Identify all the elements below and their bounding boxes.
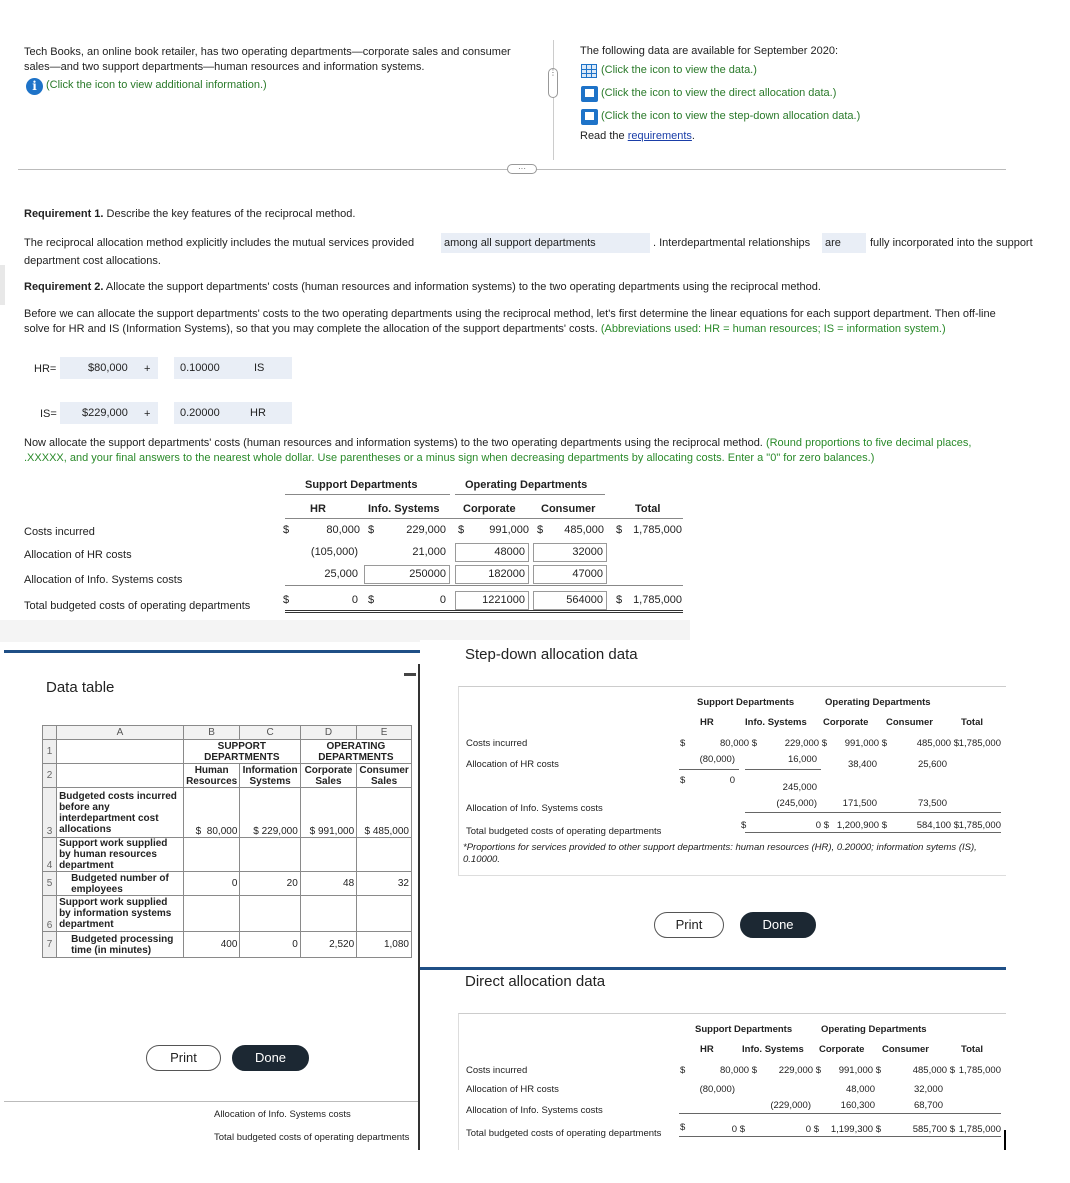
sd-value: 16,000 (787, 754, 817, 765)
support-header: SUPPORT DEPARTMENTS (183, 740, 300, 764)
alloc-row-label: Costs incurred (24, 526, 95, 538)
cell-value: $ 485,000 (357, 788, 412, 838)
dr-value: 0 $ (731, 1124, 745, 1135)
book-icon[interactable] (581, 109, 598, 125)
is-eq-amount[interactable]: $229,000 (60, 402, 158, 424)
operating-group-underline (455, 494, 605, 495)
sd-value: 73,500 (917, 798, 947, 809)
req1-sentence-d: department cost allocations. (24, 255, 161, 267)
behind-text: Allocation of Info. Systems costs (214, 1109, 351, 1120)
requirements-link[interactable]: requirements (627, 130, 692, 142)
sd-group-operating: Operating Departments (825, 697, 931, 708)
cell-value: 48 (300, 872, 356, 896)
row-number: 5 (43, 872, 57, 896)
sd-value: $ (680, 738, 686, 749)
sub-header: Consumer Sales (357, 764, 412, 788)
stepdown-done-button[interactable]: Done (740, 912, 816, 938)
alloc-total-value: 1,785,000 (633, 524, 682, 536)
alloc-double-underline (285, 610, 683, 611)
req2-para1-text: Before we can allocate the support departments' costs to the two operating departments using the reciprocal method, let's first determine the linear equations for each support department. Then off-line solve for HR and IS (Information Systems), so that you may complete the allocation of the support departments' costs. (24, 308, 996, 335)
empty-cell (240, 838, 300, 872)
dollar-sign: $ (537, 524, 544, 536)
alloc-row-label: Allocation of HR costs (24, 549, 132, 561)
dr-value: $ (680, 1065, 686, 1076)
sub-header: Corporate Sales (300, 764, 356, 788)
is-equation (24, 402, 292, 424)
sd-col-cons: Consumer (886, 717, 933, 728)
alloc-col-is: Info. Systems (368, 503, 440, 515)
req2-para2-text: Now allocate the support departments' costs (human resources and information systems) to the two operating departments using the reciprocal method. (24, 437, 763, 449)
dr-value: 991,000 $ (838, 1065, 881, 1076)
dollar-sign: $ (283, 594, 290, 606)
dollar-sign: $ (368, 594, 375, 606)
dr-total-line (679, 1113, 1001, 1114)
cell-value: 32 (357, 872, 412, 896)
sd-value: 229,000 $ (784, 738, 827, 749)
alloc-header-underline (285, 518, 683, 519)
col-letter: D (300, 726, 356, 740)
sd-value: $ (741, 820, 747, 831)
dialog-bottom-rule (4, 1101, 420, 1102)
dollar-sign: $ (368, 524, 375, 536)
sd-value: 1,785,000 (958, 738, 1001, 749)
view-data-link[interactable]: (Click the icon to view the data.) (601, 64, 757, 76)
sd-value: 1,200,900 $ (836, 820, 887, 831)
table-icon[interactable] (581, 64, 597, 78)
dollar-sign: $ (616, 524, 623, 536)
dr-col-cons: Consumer (882, 1044, 929, 1055)
is-eq-coef[interactable]: 0.20000 (174, 402, 254, 424)
sd-value: 25,600 (917, 759, 947, 770)
empty-cell (300, 838, 356, 872)
alloc-cons-input[interactable]: 47000 (533, 565, 607, 584)
req2-abbrev-note: (Abbreviations used: HR = human resources; IS = information system.) (600, 322, 946, 335)
row-number: 4 (43, 838, 57, 872)
data-table-dialog (4, 650, 420, 1150)
book-icon[interactable] (581, 86, 598, 102)
sd-value: 171,500 (842, 798, 877, 809)
row-number: 7 (43, 932, 57, 958)
dr-col-hr: HR (700, 1044, 714, 1055)
hr-eq-var[interactable]: IS (245, 357, 292, 379)
stepdown-allocation-link[interactable]: (Click the icon to view the step-down allocation data.) (601, 110, 861, 122)
cell-value: $ 229,000 (240, 788, 300, 838)
empty-cell (183, 896, 240, 932)
dr-value: 48,000 (845, 1084, 875, 1095)
dr-value: 0 $ (805, 1124, 819, 1135)
sd-value: 0 (729, 775, 735, 786)
intro-text: Tech Books, an online book retailer, has two operating departments—corporate sales and consumer sales—and two support departments—human resources and information systems. (24, 46, 511, 73)
panel-divider (553, 40, 554, 160)
alloc-cons-total-input[interactable]: 564000 (533, 591, 607, 610)
alloc-is-total: 0 (439, 594, 446, 606)
dr-value: 1,785,000 (958, 1124, 1001, 1135)
hr-eq-plus: + (144, 363, 151, 375)
direct-allocation-link[interactable]: (Click the icon to view the direct allocation data.) (601, 87, 837, 99)
alloc-corp-input[interactable]: 48000 (455, 543, 529, 562)
alloc-group-support: Support Departments (305, 479, 418, 491)
alloc-corp-input[interactable]: 182000 (455, 565, 529, 584)
req1-sentence-c: fully incorporated into the support (870, 237, 1033, 249)
hr-eq-label: HR= (34, 363, 57, 375)
sd-value: $ (680, 775, 686, 786)
dr-group-operating: Operating Departments (821, 1024, 927, 1035)
print-button[interactable]: Print (146, 1045, 221, 1071)
alloc-hr-value: 80,000 (326, 524, 360, 536)
page-bottom-rule (0, 620, 690, 642)
col-letter: B (183, 726, 240, 740)
row-number: 1 (43, 740, 57, 764)
sub-header: Information Systems (240, 764, 300, 788)
is-eq-var[interactable]: HR (245, 402, 292, 424)
sd-double-line (745, 832, 1001, 833)
stepdown-print-button[interactable]: Print (654, 912, 724, 938)
dr-value: 229,000 $ (778, 1065, 821, 1076)
alloc-col-corp: Corporate (463, 503, 516, 515)
stepdown-dialog (420, 640, 1006, 970)
support-group-underline (285, 494, 450, 495)
read-the-text: Read the (580, 130, 625, 142)
sd-col-is: Info. Systems (745, 717, 807, 728)
alloc-hr-value: (105,000) (310, 546, 358, 558)
req2-question: Allocate the support departments' costs (human resources and information systems) to the two operating departments using the reciprocal method. (105, 281, 821, 293)
sd-row-label: Total budgeted costs of operating departments (466, 826, 662, 837)
req1-heading (24, 208, 355, 220)
additional-info-link[interactable]: (Click the icon to view additional information.) (46, 79, 267, 91)
cell-value: 0 (183, 872, 240, 896)
dr-value: 32,000 (913, 1084, 943, 1095)
dr-row-label: Costs incurred (466, 1065, 528, 1076)
sub-header: Human Resources (183, 764, 240, 788)
alloc-is-value: 21,000 (412, 546, 446, 558)
is-eq-plus: + (144, 408, 151, 420)
dollar-sign: $ (283, 524, 290, 536)
sd-row-label: Allocation of HR costs (466, 759, 559, 770)
sd-value: 38,400 (847, 759, 877, 770)
sd-value: 991,000 $ (844, 738, 887, 749)
spreadsheet-table (42, 725, 412, 958)
alloc-row-label: Allocation of Info. Systems costs (24, 574, 183, 586)
sd-row-label: Allocation of Info. Systems costs (466, 803, 603, 814)
dr-value: 485,000 $ (912, 1065, 955, 1076)
dr-row-label: Allocation of Info. Systems costs (466, 1105, 603, 1116)
sd-value: (80,000) (699, 754, 735, 765)
sd-col-total: Total (961, 717, 983, 728)
behind-text: Total budgeted costs of operating departments (214, 1132, 410, 1143)
row-label: Budgeted costs incurred before any interdepartment cost allocations (57, 788, 184, 838)
cell-value: 400 (183, 932, 240, 958)
empty-cell (57, 740, 184, 764)
alloc-col-hr: HR (310, 503, 326, 515)
empty-cell (357, 896, 412, 932)
direct-panel (458, 1013, 1006, 1150)
req2-para2 (24, 436, 1007, 465)
empty-cell (57, 764, 184, 788)
sd-value: 245,000 (782, 782, 817, 793)
cell-value: 20 (240, 872, 300, 896)
alloc-col-cons: Consumer (541, 503, 596, 515)
operating-header: OPERATING DEPARTMENTS (300, 740, 411, 764)
cell-value: 0 (240, 932, 300, 958)
empty-cell (357, 838, 412, 872)
empty-cell (240, 896, 300, 932)
cell-value: 2,520 (300, 932, 356, 958)
sd-value: 1,785,000 (958, 820, 1001, 831)
is-eq-label: IS= (40, 408, 57, 420)
stepdown-title: Step-down allocation data (465, 646, 638, 663)
dr-double-line (679, 1136, 1001, 1137)
req2-para1 (24, 307, 999, 336)
direct-dialog (420, 970, 1006, 1150)
req1-title: Requirement 1. (24, 208, 104, 220)
sd-value: 584,100 $ (916, 820, 959, 831)
done-button[interactable]: Done (232, 1045, 309, 1071)
expand-handle[interactable]: ··· (507, 164, 537, 174)
row-label: Support work supplied by information systems department (57, 896, 184, 932)
stepdown-panel (458, 686, 1006, 876)
col-letter: A (57, 726, 184, 740)
alloc-hr-value: 25,000 (324, 568, 358, 580)
sd-value: (245,000) (776, 798, 817, 809)
sd-group-support: Support Departments (697, 697, 795, 708)
sd-col-corp: Corporate (823, 717, 869, 728)
cell-value: $ 991,000 (300, 788, 356, 838)
alloc-row-label: Total budgeted costs of operating departments (24, 600, 251, 612)
req1-dropdown-1[interactable]: among all support departments (441, 233, 650, 253)
empty-cell (300, 896, 356, 932)
panel-resize-handle[interactable]: ⋮ (548, 68, 558, 98)
dr-col-total: Total (961, 1044, 983, 1055)
sd-value: 0 $ (815, 820, 829, 831)
info-icon[interactable]: i (26, 78, 43, 95)
dr-col-corp: Corporate (819, 1044, 865, 1055)
sd-subtotal-line (679, 769, 739, 770)
row-number: 6 (43, 896, 57, 932)
alloc-col-total: Total (635, 503, 661, 515)
row-label: Budgeted number of employees (57, 872, 184, 896)
dr-value: (229,000) (770, 1100, 811, 1111)
alloc-corp-total-input[interactable]: 1221000 (455, 591, 529, 610)
dr-value: 80,000 $ (720, 1065, 757, 1076)
req1-question: Describe the key features of the reciprocal method. (106, 208, 356, 220)
dollar-sign: $ (458, 524, 465, 536)
row-label: Support work supplied by human resources department (57, 838, 184, 872)
hr-equation (24, 357, 292, 379)
alloc-corp-value: 991,000 (489, 524, 529, 536)
row-number: 3 (43, 788, 57, 838)
req1-sentence-b: . Interdepartmental relationships (653, 237, 811, 249)
sd-proportions-note: *Proportions for services provided to other support departments: human resources (HR), 0.20000; information sytems (IS), 0.10000. (463, 842, 977, 865)
sd-subtotal-line (745, 769, 821, 770)
dollar-sign: $ (616, 594, 623, 606)
alloc-grand-total: 1,785,000 (633, 594, 682, 606)
hr-eq-coef[interactable]: 0.10000 (174, 357, 254, 379)
req2-rounding-note: (Round proportions to five decimal places, .XXXXX, and your final answers to the nearest whole dollar. Use parentheses or a minus sign when decreasing departments by allocating costs. Enter a "0" for zero balances.) (24, 437, 972, 464)
dialog-minimize[interactable] (404, 673, 416, 676)
cell-value: $ 80,000 (183, 788, 240, 838)
alloc-is-input[interactable]: 250000 (364, 565, 450, 584)
req2-heading (24, 281, 821, 293)
dr-value: 1,785,000 (958, 1065, 1001, 1076)
dr-group-support: Support Departments (695, 1024, 793, 1035)
req1-dropdown-2[interactable]: are (822, 233, 866, 253)
alloc-cons-input[interactable]: 32000 (533, 543, 607, 562)
cell-value: 1,080 (357, 932, 412, 958)
req1-accent-bar (0, 265, 5, 305)
sd-row-label: Costs incurred (466, 738, 528, 749)
row-number: 2 (43, 764, 57, 788)
row-label: Budgeted processing time (in minutes) (57, 932, 184, 958)
text-cursor (1004, 1130, 1006, 1150)
dr-value: 585,700 $ (912, 1124, 955, 1135)
direct-title: Direct allocation data (465, 973, 606, 990)
hr-eq-amount[interactable]: $80,000 (60, 357, 158, 379)
col-letter: C (240, 726, 300, 740)
alloc-hr-total: 0 (351, 594, 358, 606)
data-intro: The following data are available for September 2020: (580, 45, 839, 57)
dr-value: 1,199,300 $ (830, 1124, 881, 1135)
sd-total-line (745, 812, 1001, 813)
dr-col-is: Info. Systems (742, 1044, 804, 1055)
dr-value: 68,700 (913, 1100, 943, 1111)
alloc-cons-value: 485,000 (564, 524, 604, 536)
dr-row-label: Allocation of HR costs (466, 1084, 559, 1095)
empty-cell (183, 838, 240, 872)
col-letter: E (357, 726, 412, 740)
req1-sentence-a: The reciprocal allocation method explicitly includes the mutual services provided (24, 237, 415, 249)
corner-cell (43, 726, 57, 740)
alloc-is-value: 229,000 (406, 524, 446, 536)
read-requirements: Read the requirements. (580, 130, 695, 142)
dr-row-label: Total budgeted costs of operating departments (466, 1128, 662, 1139)
alloc-double-underline-2 (285, 612, 683, 613)
alloc-row3-underline (285, 585, 683, 586)
sd-value: 80,000 $ (720, 738, 757, 749)
sd-col-hr: HR (700, 717, 714, 728)
dr-value: $ (680, 1122, 686, 1133)
dr-value: (80,000) (699, 1084, 735, 1095)
data-table-title: Data table (46, 679, 115, 696)
alloc-group-operating: Operating Departments (465, 479, 588, 491)
sd-value: 485,000 $ (916, 738, 959, 749)
dr-value: 160,300 (840, 1100, 875, 1111)
req2-title: Requirement 2. (24, 281, 104, 293)
